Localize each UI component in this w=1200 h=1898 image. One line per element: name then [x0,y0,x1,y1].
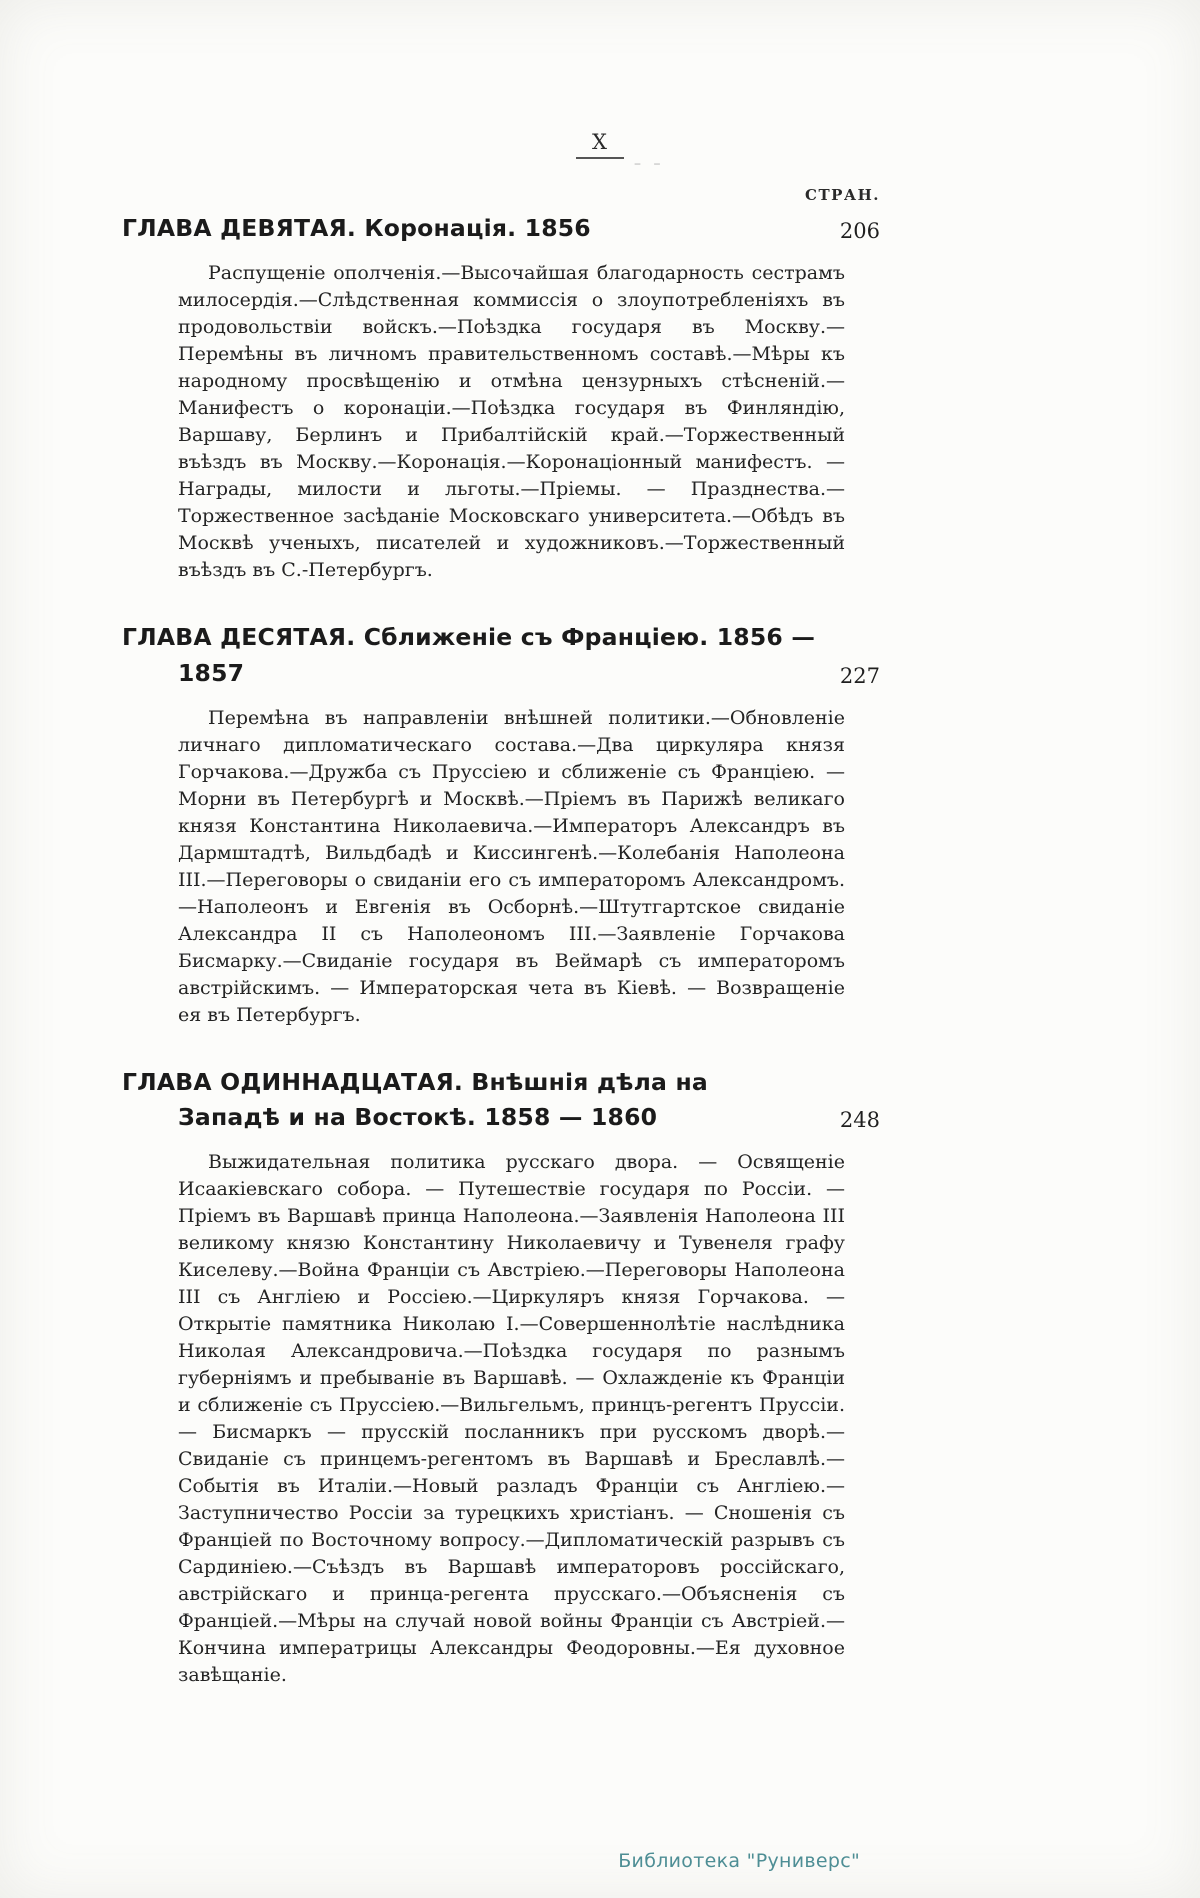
toc-entry-chapter-10 [122,620,880,1029]
chapter-summary: Распущеніе ополченія.—Высочайшая благодарность сестрамъ милосердія.—Слѣдственная коммиссія о злоупотребленіяхъ въ продовольствіи войскъ.—Поѣздка государя въ Москву.—Перемѣны въ личномъ правительственномъ составѣ.—Мѣры къ народному просвѣщенію и отмѣна цензурныхъ стѣсненій.—Манифестъ о коронаціи.—Поѣздка государя въ Финляндію, Варшаву, Берлинъ и Прибалтійскій край.—Торжественный въѣздъ въ Москву.—Коронація.—Коронаціонный манифестъ. — Награды, милости и льготы.—Пріемы. — Празднества.—Торжественное засѣданіе Московскаго университета.—Обѣдъ въ Москвѣ ученыхъ, писателей и художниковъ.—Торжественный въѣздъ въ С.-Петербургъ. [178,262,845,582]
chapter-page-number: 206 [839,219,880,244]
folio-ornament-dashes: – – [634,156,665,172]
chapter-heading-row [122,1065,880,1136]
chapter-summary: Выжидательная политика русскаго двора. — Освященіе Исаакіевскаго собора. — Путешествіе государя по Россіи. — Пріемъ въ Варшавѣ принца Наполеона.—Заявленія Наполеона III великому князю Константину Николаевичу и Тувенеля графу Киселеву.—Война Франціи съ Австріею.—Переговоры Наполеона III съ Англіею и Россіею.—Циркуляръ князя Горчакова. — Открытіе памятника Николаю I.—Совершеннолѣтіе наслѣдника Николая Александровича.—Поѣздка государя по разнымъ губерніямъ и пребываніе въ Варшавѣ. — Охлажденіе къ Франціи и сближеніе съ Пруссіею.—Вильгельмъ, принцъ-регентъ Пруссіи. — Бисмаркъ — прусскій посланникъ при русскомъ дворѣ.—Свиданіе съ принцемъ-регентомъ въ Варшавѣ и Бреславлѣ.—Событія въ Италіи.—Новый разладъ Франціи съ Англіею.—Заступничество Россіи за турецкихъ христіанъ. — Сношенія съ Франціей по Восточному вопросу.—Дипломатическій разрывъ съ Сардиніею.—Съѣздъ въ Варшавѣ императоровъ россійскаго, австрійскаго и принца-регента прусскаго.—Объясненія съ Франціей.—Мѣры на случай новой войны Франціи съ Австріей.—Кончина императрицы Александры Феодоровны.—Ея духовное завѣщаніе. [178,1151,845,1687]
chapter-title: ГЛАВА ДЕВЯТАЯ. Коронація. 1856 [122,214,591,242]
library-watermark: Библиотека "Руниверс" [618,1850,860,1872]
chapter-page-number: 248 [839,1108,880,1133]
folio-roman-numeral: X [576,130,624,159]
toc-entry-chapter-11 [122,1065,880,1690]
chapter-page-number: 227 [839,663,880,688]
chapter-heading-row [122,620,880,691]
toc-entry-chapter-9 [122,211,880,584]
pages-column-header: СТРАН. [805,186,880,204]
chapter-heading-row [122,211,880,246]
chapter-title: ГЛАВА ОДИННАДЦАТАЯ. Внѣшнія дѣла на Западѣ и на Востокѣ. 1858 — 1860 [122,1067,708,1131]
table-of-contents [122,0,880,1689]
chapter-summary: Перемѣна въ направленіи внѣшней политики.—Обновленіе личнаго дипломатическаго состава.—Два циркуляра князя Горчакова.—Дружба съ Пруссіею и сближеніе съ Франціею. — Морни въ Петербургѣ и Москвѣ.—Пріемъ въ Парижѣ великаго князя Константина Николаевича.—Императоръ Александръ въ Дармштадтѣ, Вильдбадѣ и Киссингенѣ.—Колебанія Наполеона III.—Переговоры о свиданіи его съ императоромъ Александромъ.—Наполеонъ и Евгенія въ Осборнѣ.—Штутгартское свиданіе Александра II съ Наполеономъ III.—Заявленіе Горчакова Бисмарку.—Свиданіе государя въ Веймарѣ съ императоромъ австрійскимъ. — Императорская чета въ Кіевѣ. — Возвращеніе ея въ Петербургъ. [178,706,845,1026]
chapter-title: ГЛАВА ДЕСЯТАЯ. Сближеніе съ Франціею. 1856 — 1857 [122,623,816,687]
